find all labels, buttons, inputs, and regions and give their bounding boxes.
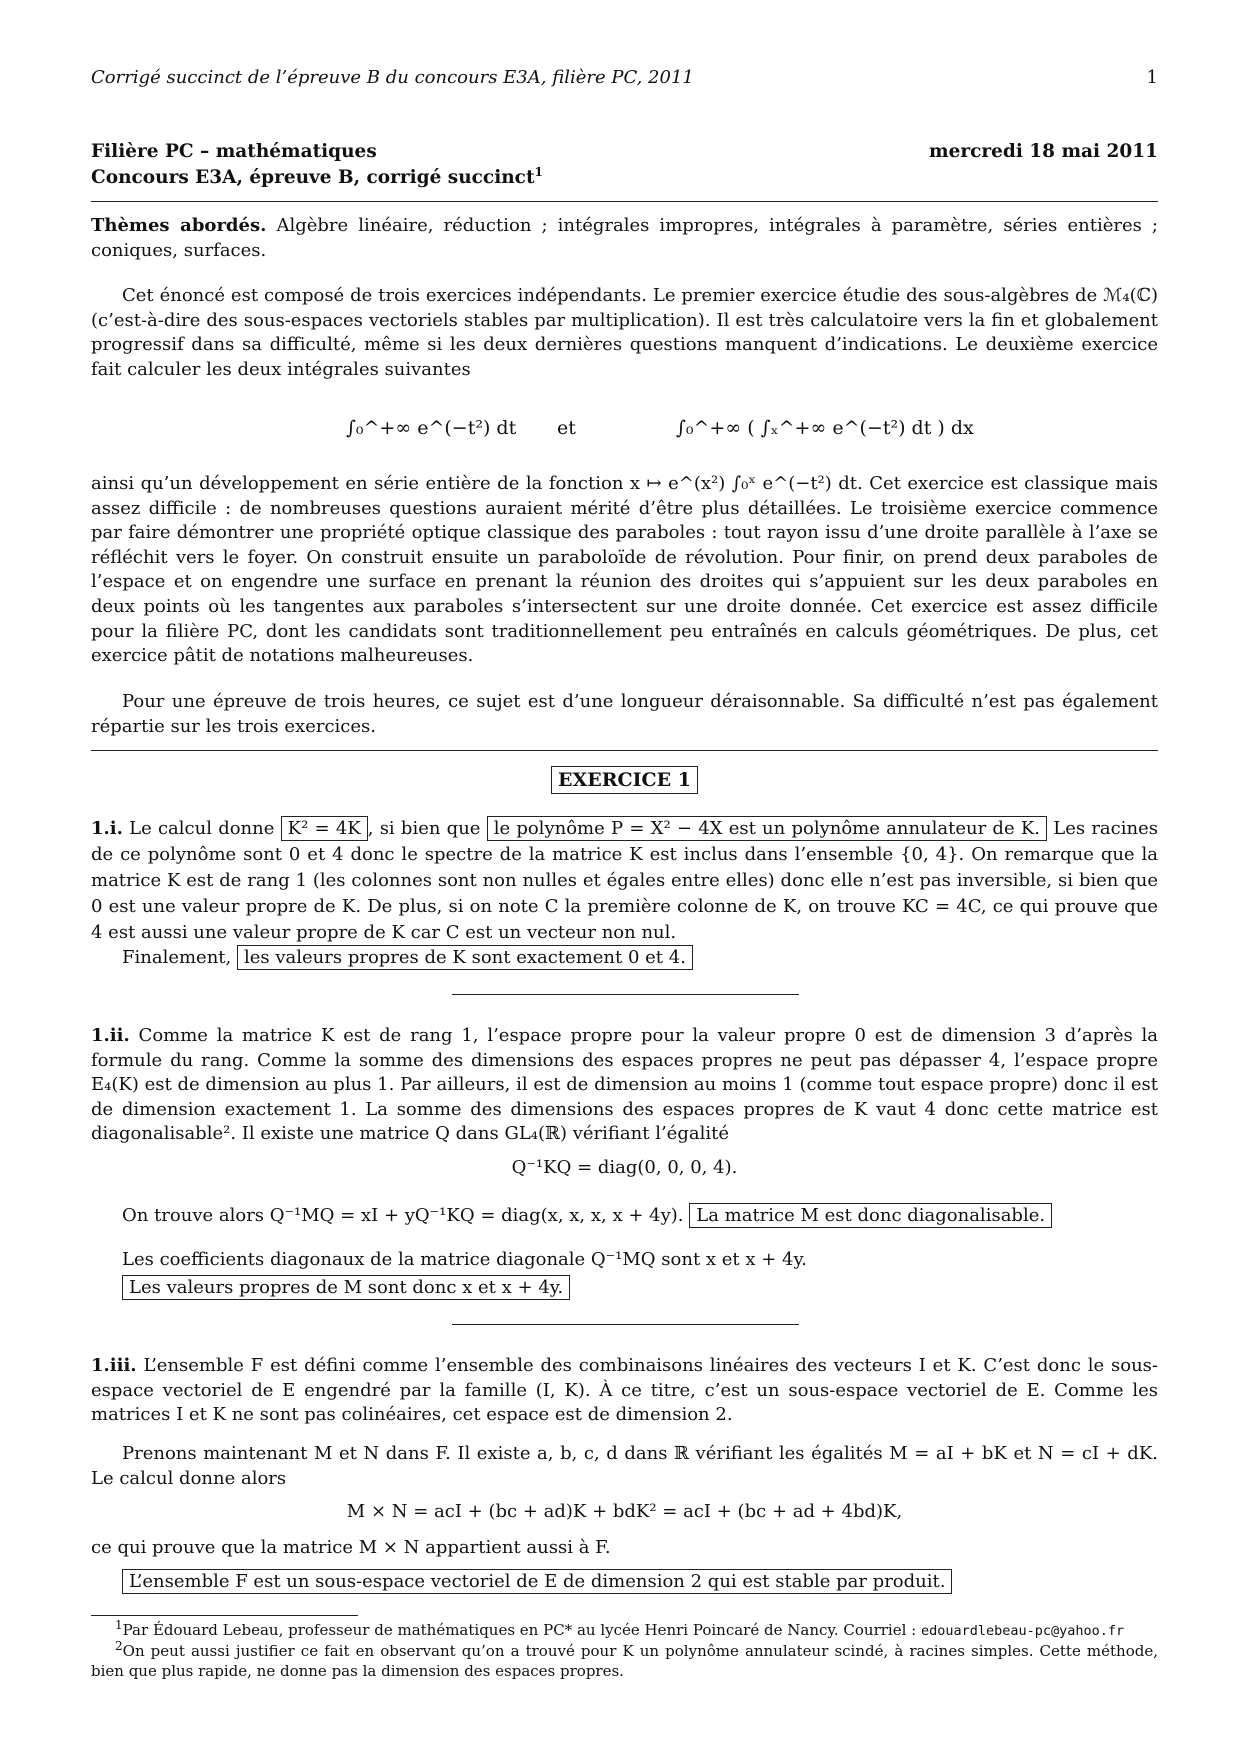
- integral-and: et: [557, 417, 576, 439]
- page-number: 1: [1146, 67, 1158, 88]
- themes-paragraph: [91, 214, 1158, 263]
- intro-paragraph-2: Pour une épreuve de trois heures, ce sujet est d’une longueur déraisonnable. Sa difficulté n’est pas également répartie sur les trois exercices.: [91, 691, 1158, 737]
- intro-paragraph-1a: Cet énoncé est composé de trois exercices indépendants. Le premier exercice étudie des sous-algèbres de ℳ₄(ℂ) (c’est-à-dire des sous-espaces vectoriels stables par multiplication). Il est très calculatoire vers la fin et globalement progressif dans sa difficulté, même si les deux dernières questions manquent d’indications. Le deuxième exercice fait calculer les deux intégrales suivantes: [91, 285, 1158, 380]
- title-line-1: Filière PC – mathématiques: [91, 141, 377, 162]
- q1iii-equation: M × N = acI + (bc + ad)K + bdK² = acI + (bc + ad + 4bd)K,: [346, 1501, 903, 1522]
- q1i-final-box: les valeurs propres de K sont exactement 0 et 4.: [237, 945, 693, 970]
- question-1ii-number: 1.ii.: [91, 1025, 130, 1046]
- footnotes: [91, 1620, 1158, 1681]
- question-1iii: [91, 1354, 1158, 1428]
- q1i-box-k2: K² = 4K: [281, 816, 368, 841]
- q1ii-line-b: Les coefficients diagonaux de la matrice diagonale Q⁻¹MQ sont x et x + 4y.: [122, 1249, 808, 1270]
- q1ii-box-b: Les valeurs propres de M sont donc x et x + 4y.: [122, 1275, 570, 1300]
- q1ii-line-a: [122, 1204, 1158, 1229]
- footnote-2-mark: 2: [115, 1639, 123, 1653]
- themes-label: Thèmes abordés.: [91, 215, 267, 236]
- separator-1: [452, 994, 799, 995]
- q1ii-line-a-text: On trouve alors Q⁻¹MQ = xI + yQ⁻¹KQ = diag(x, x, x, x + 4y).: [122, 1205, 684, 1226]
- q1i-box-polynome: le polynôme P = X² − 4X est un polynôme annulateur de K.: [487, 816, 1047, 841]
- q1i-text-2: , si bien que: [367, 818, 481, 839]
- q1i-text-1: Le calcul donne: [129, 818, 275, 839]
- running-header: [91, 66, 1158, 91]
- title-line-2-text: Concours E3A, épreuve B, corrigé succinct: [91, 167, 535, 188]
- integral-2: ∫₀^+∞ ( ∫ₓ^+∞ e^(−t²) dt ) dx: [676, 417, 974, 439]
- title-line-2: [91, 165, 1158, 191]
- question-1iii-number: 1.iii.: [91, 1355, 137, 1376]
- q1iii-after: ce qui prouve que la matrice M × N appartient aussi à F.: [91, 1537, 611, 1558]
- q1iii-conclusion: [122, 1570, 1158, 1595]
- exercise-1-heading: [91, 766, 1158, 794]
- q1i-text-3: Les racines de ce polynôme sont 0 et 4 donc le spectre de la matrice K est inclus dans l’ensemble {0, 4}. On remarque que la matrice K est de rang 1 (les colonnes sont non nulles et égales entre elles) donc elle n’est pas inversible, si bien que 0 est une valeur propre de K. De plus, si on note C la première colonne de K, on trouve KC = 4C, ce qui prouve que 4 est aussi une valeur propre de K car C est un vecteur non nul.: [91, 818, 1158, 943]
- footnote-ref-1: 1: [534, 164, 543, 179]
- footnote-2-text: On peut aussi justifier ce fait en observant qu’on a trouvé pour K un polynôme annulateur scindé, à racines simples. Cette méthode, bien que plus rapide, ne donne pas la dimension des espaces propres.: [91, 1642, 1158, 1680]
- footnote-1-email: edouardlebeau-pc@yahoo.fr: [920, 1623, 1125, 1639]
- q1iii-box: L’ensemble F est un sous-espace vectoriel de E de dimension 2 qui est stable par produit.: [122, 1569, 952, 1594]
- footnote-1-text: Par Édouard Lebeau, professeur de mathématiques en PC* au lycée Henri Poincaré de Nancy. Courriel :: [122, 1621, 917, 1639]
- question-1ii: [91, 1024, 1158, 1147]
- rule-exercise: [91, 750, 1158, 751]
- q1iii-text: L’ensemble F est défini comme l’ensemble des combinaisons linéaires des vecteurs I et K. C’est donc le sous-espace vectoriel de E engendré par la famille (I, K). À ce titre, c’est un sous-espace vectoriel de E. Comme les matrices I et K ne sont pas colinéaires, cet espace est de dimension 2.: [91, 1355, 1158, 1426]
- running-title: Corrigé succinct de l’épreuve B du concours E3A, filière PC, 2011: [91, 67, 694, 88]
- q1ii-text: Comme la matrice K est de rang 1, l’espace propre pour la valeur propre 0 est de dimension 3 d’après la formule du rang. Comme la somme des dimensions des espaces propres ne peut pas dépasser 4, l’espace propre E₄(K) est de dimension au plus 1. Par ailleurs, il est de dimension au moins 1 (comme tout espace propre) donc il est de dimension exactement 1. La somme des dimensions des espaces propres de K vaut 4 donc cette matrice est diagonalisable². Il existe une matrice Q dans GL₄(ℝ) vérifiant l’égalité: [91, 1025, 1158, 1145]
- title-block: [91, 139, 1158, 191]
- q1i-final-label: Finalement,: [122, 947, 232, 968]
- q1ii-line-c: [122, 1276, 1158, 1301]
- title-date: mercredi 18 mai 2011: [929, 141, 1158, 162]
- question-1i-number: 1.i.: [91, 818, 123, 839]
- q1ii-equation: Q⁻¹KQ = diag(0, 0, 0, 4).: [511, 1157, 738, 1178]
- intro-paragraph-1b: ainsi qu’un développement en série entière de la fonction x ↦ e^(x²) ∫₀ˣ e^(−t²) dt. Cet exercice est classique mais assez difficile : de nombreuses questions auraient mérité d’être plus détaillées. Le troisième exercice commence par faire démontrer une propriété optique classique des paraboles : tout rayon issu d’une droite parallèle à l’axe se réfléchit vers le foyer. On construit ensuite un paraboloïde de révolution. Pour finir, on prend deux paraboles de l’espace et on engendre une surface en prenant la réunion des droites qui s’appuient sur les deux paraboles en deux points où les tangentes aux paraboles s’intersectent sur une droite donnée. Cet exercice est assez difficile pour la filière PC, dont les candidats sont traditionnellement peu entraînés en calculs géométriques. De plus, cet exercice pâtit de notations malheureuses.: [91, 473, 1158, 667]
- q1ii-box-a: La matrice M est donc diagonalisable.: [689, 1203, 1052, 1228]
- question-1i: [91, 816, 1158, 946]
- footnote-1: [91, 1620, 1158, 1641]
- integrals-display: [91, 402, 1158, 462]
- q1i-conclusion: [122, 946, 1158, 971]
- exercise-1-title: EXERCICE 1: [551, 766, 698, 794]
- themes-text: Algèbre linéaire, réduction ; intégrales impropres, intégrales à paramètre, séries entières ; coniques, surfaces.: [91, 215, 1158, 261]
- separator-2: [452, 1324, 799, 1325]
- footnote-1-mark: 1: [115, 1618, 123, 1632]
- footnote-rule: [91, 1615, 358, 1616]
- integral-1: ∫₀^+∞ e^(−t²) dt: [346, 417, 517, 439]
- rule-top: [91, 201, 1158, 202]
- footnote-2: [91, 1641, 1158, 1681]
- q1iii-paragraph-2: Prenons maintenant M et N dans F. Il existe a, b, c, d dans ℝ vérifiant les égalités M = aI + bK et N = cI + dK. Le calcul donne alors: [91, 1443, 1158, 1489]
